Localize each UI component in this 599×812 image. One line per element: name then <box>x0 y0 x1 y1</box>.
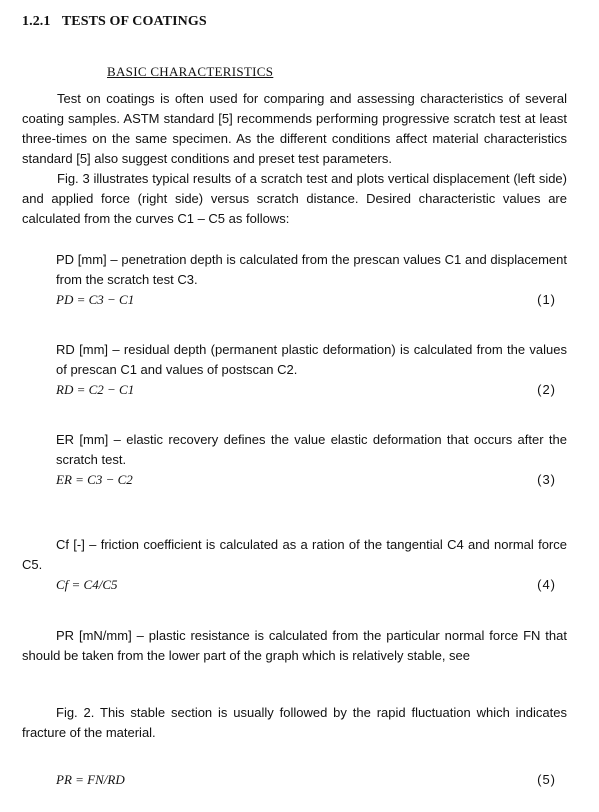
equation-number: (3) <box>537 472 556 487</box>
intro-paragraph-2: Fig. 3 illustrates typical results of a scratch test and plots vertical displacement (left side) and applied force (right side) versus scratch distance. Desired characteristic values are calculated from the curves C1 – C5 as follows: <box>22 171 567 226</box>
definition-text: Cf [-] – friction coefficient is calculated as a ration of the tangential C4 and normal force C5. <box>22 537 567 572</box>
definition-rd <box>56 340 567 400</box>
closing-paragraph <box>22 703 567 743</box>
equation: ER = C3 − C2 <box>56 472 133 487</box>
equation-row <box>56 770 567 790</box>
equation-row <box>56 380 567 400</box>
equation: PD = C3 − C1 <box>56 292 135 307</box>
definition-text: ER [mm] – elastic recovery defines the value elastic deformation that occurs after the scratch test. <box>56 432 567 467</box>
definition-pr <box>22 626 567 666</box>
equation-row <box>56 575 567 595</box>
equation-number: (5) <box>537 772 556 787</box>
definition-text: PD [mm] – penetration depth is calculated from the prescan values C1 and displacement from the scratch test C3. <box>56 252 567 287</box>
equation-pr <box>22 770 567 790</box>
equation: RD = C2 − C1 <box>56 382 135 397</box>
definition-cf <box>22 535 567 595</box>
section-number: 1.2.1 <box>22 14 51 29</box>
equation: Cf = C4/C5 <box>56 577 118 592</box>
section-heading <box>22 14 207 30</box>
equation-number: (2) <box>537 382 556 397</box>
definition-text: RD [mm] – residual depth (permanent plastic deformation) is calculated from the values of prescan C1 and values of postscan C2. <box>56 342 567 377</box>
intro-paragraph-1: Test on coatings is often used for comparing and assessing characteristics of several coating samples. ASTM standard [5] recommends performing progressive scratch test at least three-times on the same specimen. As the different conditions affect material characteristics standard [5] also suggest conditions and preset test parameters. <box>22 91 567 166</box>
equation-number: (4) <box>537 577 556 592</box>
equation-row <box>56 290 567 310</box>
section-title: TESTS OF COATINGS <box>61 14 207 29</box>
subsection-title: BASIC CHARACTERISTICS <box>107 64 274 79</box>
definition-text: PR [mN/mm] – plastic resistance is calculated from the particular normal force FN that should be taken from the lower part of the graph which is relatively stable, see <box>22 628 567 663</box>
closing-text: Fig. 2. This stable section is usually followed by the rapid fluctuation which indicates fracture of the material. <box>22 705 567 740</box>
equation-row <box>56 470 567 490</box>
equation-number: (1) <box>537 292 556 307</box>
definition-pd <box>56 250 567 310</box>
equation: PR = FN/RD <box>56 772 125 787</box>
definition-er <box>56 430 567 490</box>
